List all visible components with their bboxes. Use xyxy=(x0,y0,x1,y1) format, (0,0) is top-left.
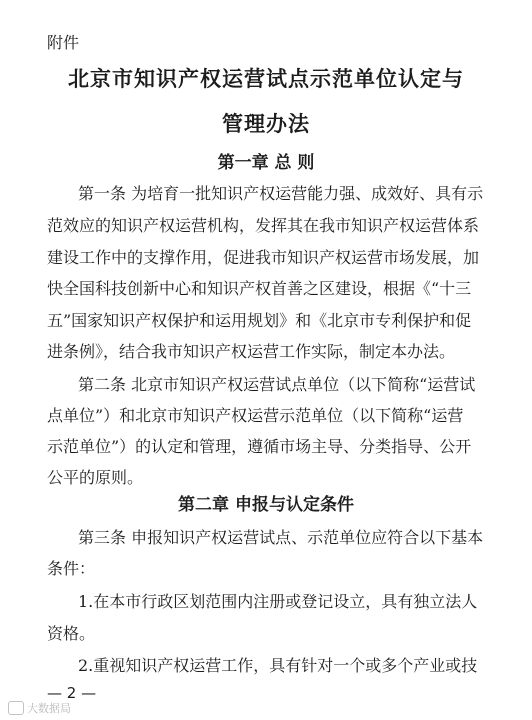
watermark-text: 大数据局 xyxy=(27,702,71,715)
watermark-logo-icon xyxy=(8,701,24,715)
paragraph-line: 第一条 为培育一批知识产权运营能力强、成效好、具有示 xyxy=(78,184,484,203)
document-title-line-2: 管理办法 xyxy=(222,111,310,136)
paragraph-line: 范效应的知识产权运营机构，发挥其在我市知识产权运营体系 xyxy=(47,216,480,235)
paragraph-line: 第二条 北京市知识产权运营试点单位（以下简称“运营试 xyxy=(78,375,476,394)
paragraph-line: 示范单位”）的认定和管理，遵循市场主导、分类指导、公开 xyxy=(47,437,472,456)
paragraph-line: 条件： xyxy=(47,559,96,578)
paragraph-line: 2.重视知识产权运营工作，具有针对一个或多个产业或技 xyxy=(78,656,478,675)
watermark xyxy=(8,700,71,716)
paragraph-line: 进条例》，结合我市知识产权运营工作实际，制定本办法。 xyxy=(47,342,456,361)
paragraph-line: 五”国家知识产权保护和运用规划》和《北京市专利保护和促 xyxy=(47,311,472,330)
paragraph-line: 资格。 xyxy=(47,624,96,643)
chapter-heading-2: 第二章 申报与认定条件 xyxy=(178,495,354,515)
attachment-label: 附件 xyxy=(47,33,80,52)
paragraph-line: 建设工作中的支撑作用，促进我市知识产权运营市场发展，加 xyxy=(47,248,480,267)
chapter-heading-1: 第一章 总 则 xyxy=(217,153,315,173)
paragraph-line: 点单位”）和北京市知识产权运营示范单位（以下简称“运营 xyxy=(47,406,464,425)
paragraph-line: 公平的原则。 xyxy=(47,468,144,487)
paragraph-line: 第三条 申报知识产权运营试点、示范单位应符合以下基本 xyxy=(78,528,484,547)
document-title-line-1: 北京市知识产权运营试点示范单位认定与 xyxy=(68,66,464,91)
page-number: — 2 — xyxy=(47,684,97,702)
paragraph-line: 快全国科技创新中心和知识产权首善之区建设，根据《“十三 xyxy=(47,279,472,298)
paragraph-line: 1.在本市行政区划范围内注册或登记设立，具有独立法人 xyxy=(78,592,478,611)
